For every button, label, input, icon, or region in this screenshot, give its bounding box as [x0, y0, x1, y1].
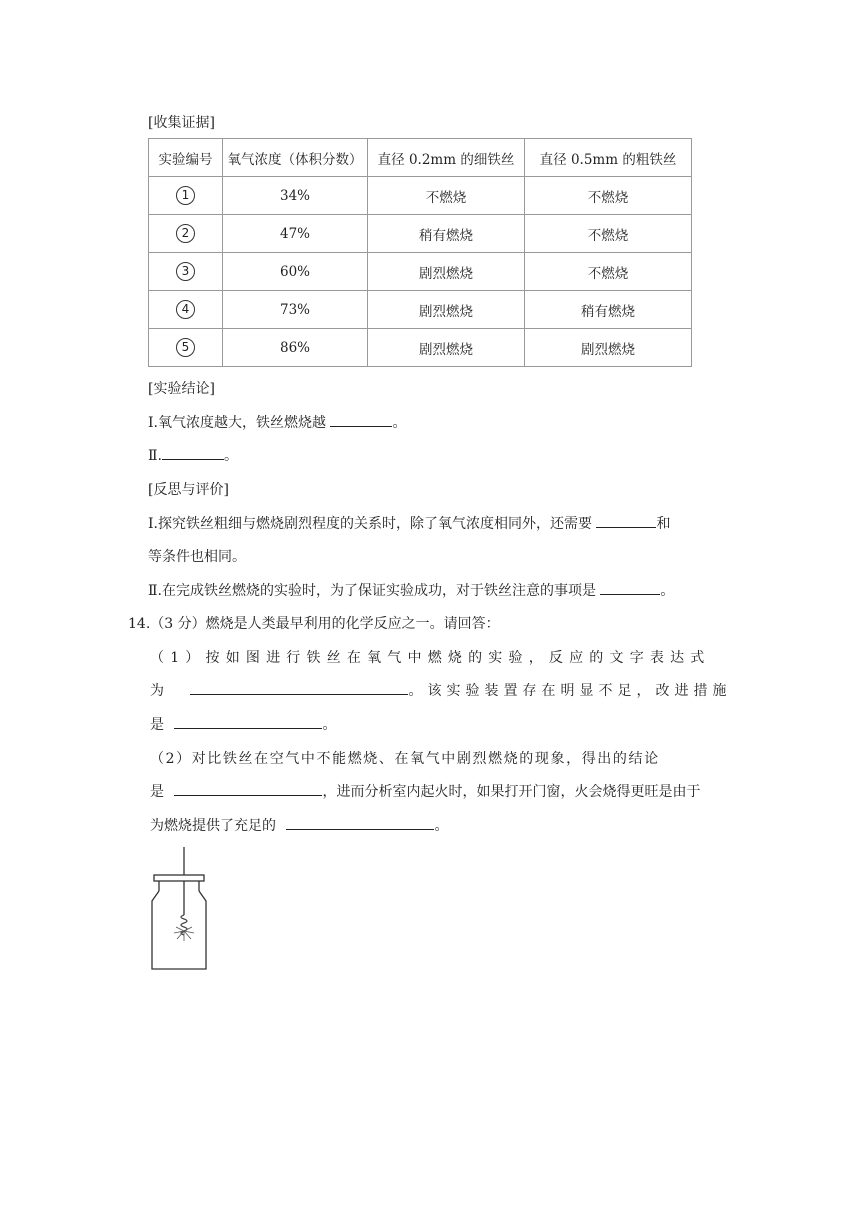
table-cell: 60%: [223, 253, 368, 291]
q14-part1-line2-a: 为: [150, 683, 164, 699]
q14-part1-line3: [150, 714, 336, 734]
answer-blank[interactable]: [162, 445, 224, 460]
table-cell-id: [149, 291, 223, 329]
table-cell-id: [149, 253, 223, 291]
conclusion-heading: [实验结论]: [148, 381, 215, 397]
reflection-item-1: [148, 513, 670, 533]
table-cell: 73%: [223, 291, 368, 329]
q14-part2-line2-a: 是: [150, 784, 164, 800]
iron-wire-bottle-figure: [145, 845, 215, 975]
q14-part1-line1: （1）按如图进行铁丝在氧气中燃烧的实验，反应的文字表达式: [150, 650, 711, 666]
punct: 。: [434, 818, 449, 834]
table-cell: 剧烈燃烧: [368, 253, 525, 291]
answer-blank[interactable]: [174, 714, 322, 729]
circled-number: 4: [176, 300, 195, 319]
circled-number: 3: [176, 262, 195, 281]
answer-blank[interactable]: [596, 513, 656, 528]
table-cell: 稍有燃烧: [368, 215, 525, 253]
header-cell: 实验编号: [149, 139, 223, 177]
q14-part2-line3: [150, 815, 448, 835]
circled-number: 1: [176, 186, 195, 205]
answer-blank[interactable]: [600, 580, 660, 595]
table-header-row: [149, 139, 692, 177]
table-cell: 86%: [223, 329, 368, 367]
table-cell: 47%: [223, 215, 368, 253]
circled-number: 2: [176, 224, 195, 243]
reflection-item-1-cont: 等条件也相同。: [148, 549, 246, 565]
conclusion-item-2: [148, 445, 238, 465]
table-row: [149, 215, 692, 253]
reflection-item-2-text: Ⅱ.在完成铁丝燃烧的实验时，为了保证实验成功，对于铁丝注意的事项是: [148, 583, 596, 599]
question-14-stem: 14.（3 分）燃烧是人类最早利用的化学反应之一。请回答：: [128, 616, 500, 632]
reflection-item-2: [148, 580, 674, 600]
q14-part1-line2: [150, 680, 731, 700]
conclusion-item-1: [148, 412, 406, 432]
table-row: [149, 291, 692, 329]
reflection-item-1-text: Ⅰ.探究铁丝粗细与燃烧剧烈程度的关系时，除了氧气浓度相同外，还需要: [148, 516, 592, 532]
table-cell-id: [149, 215, 223, 253]
table-cell: 不燃烧: [525, 215, 692, 253]
answer-blank[interactable]: [286, 815, 434, 830]
q14-part2-line1: （2）对比铁丝在空气中不能燃烧、在氧气中剧烈燃烧的现象，得出的结论: [150, 751, 660, 767]
q14-part2-line2: [150, 781, 700, 801]
table-cell: 稍有燃烧: [525, 291, 692, 329]
answer-blank[interactable]: [330, 412, 392, 427]
table-row: [149, 253, 692, 291]
reflection-heading: [反思与评价]: [148, 482, 229, 498]
table-cell: 不燃烧: [368, 177, 525, 215]
punct: 和: [656, 516, 671, 532]
table-row: [149, 329, 692, 367]
q14-part1-line3-a: 是: [150, 717, 164, 733]
table-row: [149, 177, 692, 215]
q14-part2-line3-a: 为燃烧提供了充足的: [150, 818, 276, 834]
punct: 。: [660, 583, 675, 599]
conclusion-item-2-text: Ⅱ.: [148, 448, 162, 464]
table-cell-id: [149, 177, 223, 215]
evidence-table: [148, 138, 692, 367]
answer-blank[interactable]: [190, 680, 408, 695]
table-cell: 不燃烧: [525, 253, 692, 291]
q14-part2-line2-b: ，进而分析室内起火时，如果打开门窗，火会烧得更旺是由于: [322, 784, 701, 800]
table-cell: 34%: [223, 177, 368, 215]
table-cell: 不燃烧: [525, 177, 692, 215]
conclusion-item-1-text: Ⅰ.氧气浓度越大，铁丝燃烧越: [148, 415, 326, 431]
header-cell: 氧气浓度（体积分数）: [223, 139, 368, 177]
q14-part1-line2-b: 。该实验装置存在明显不足，改进措施: [408, 683, 732, 699]
punct: 。: [223, 448, 238, 464]
header-cell: 直径 0.2mm 的细铁丝: [368, 139, 525, 177]
punct: 。: [392, 415, 407, 431]
table-cell: 剧烈燃烧: [368, 329, 525, 367]
punct: 。: [322, 717, 337, 733]
table-cell-id: [149, 329, 223, 367]
collect-heading: [收集证据]: [148, 115, 215, 131]
header-cell: 直径 0.5mm 的粗铁丝: [525, 139, 692, 177]
table-cell: 剧烈燃烧: [525, 329, 692, 367]
circled-number: 5: [176, 338, 195, 357]
answer-blank[interactable]: [174, 781, 322, 796]
table-cell: 剧烈燃烧: [368, 291, 525, 329]
